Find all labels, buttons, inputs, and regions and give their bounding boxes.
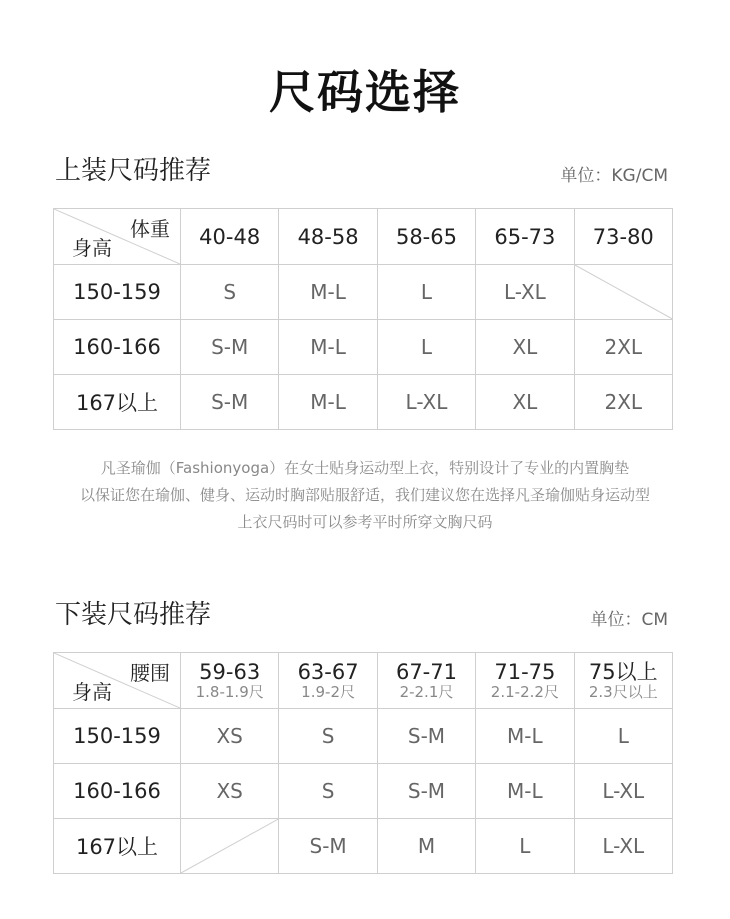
size-cell: L xyxy=(377,265,475,320)
top-col-header: 40-48 xyxy=(181,209,279,265)
diagonal-line xyxy=(575,265,672,319)
size-cell: L xyxy=(476,819,574,874)
top-corner-height: 身高 xyxy=(72,236,112,260)
size-cell: L xyxy=(574,709,672,764)
top-col-header: 58-65 xyxy=(377,209,475,265)
size-cell: M-L xyxy=(279,320,377,375)
size-cell: XS xyxy=(181,764,279,819)
table-row xyxy=(54,709,673,764)
size-cell: S xyxy=(279,764,377,819)
size-cell: L-XL xyxy=(574,764,672,819)
size-cell: L xyxy=(377,320,475,375)
top-size-table xyxy=(53,208,673,430)
size-cell: S xyxy=(279,709,377,764)
waist-chi: 1.9-2尺 xyxy=(301,683,355,701)
top-section-title: 上装尺码推荐 xyxy=(55,156,212,186)
top-header-row xyxy=(54,209,673,265)
size-cell: XL xyxy=(476,320,574,375)
empty-size-cell xyxy=(181,819,279,874)
size-cell: L-XL xyxy=(476,265,574,320)
bottom-col-header xyxy=(574,653,672,709)
size-cell: M xyxy=(377,819,475,874)
bottom-header-row xyxy=(54,653,673,709)
size-cell: S xyxy=(181,265,279,320)
size-cell: L-XL xyxy=(574,819,672,874)
sizing-note xyxy=(0,455,730,536)
size-cell: M-L xyxy=(279,265,377,320)
size-cell: M-L xyxy=(476,764,574,819)
bottom-unit-label: 单位：CM xyxy=(590,610,668,630)
size-cell: S-M xyxy=(181,320,279,375)
bottom-col-header xyxy=(279,653,377,709)
top-col-header: 48-58 xyxy=(279,209,377,265)
size-cell: M-L xyxy=(476,709,574,764)
row-label: 167以上 xyxy=(54,375,181,430)
note-line: 凡圣瑜伽（Fashionyoga）在女士贴身运动型上衣，特别设计了专业的内置胸垫 xyxy=(100,459,630,477)
waist-cm: 71-75 xyxy=(494,660,556,684)
bottom-corner-cell xyxy=(54,653,181,709)
row-label: 167以上 xyxy=(54,819,181,874)
waist-chi: 2.3尺以上 xyxy=(588,683,658,701)
size-cell: S-M xyxy=(181,375,279,430)
bottom-col-header xyxy=(181,653,279,709)
bottom-corner-waist: 腰围 xyxy=(130,661,170,685)
size-cell: S-M xyxy=(377,709,475,764)
top-corner-weight: 体重 xyxy=(130,217,170,241)
size-cell: S-M xyxy=(377,764,475,819)
table-row xyxy=(54,375,673,430)
waist-cm: 63-67 xyxy=(297,660,359,684)
top-unit-label: 单位：KG/CM xyxy=(560,166,668,186)
table-row xyxy=(54,764,673,819)
row-label: 160-166 xyxy=(54,320,181,375)
size-cell: 2XL xyxy=(574,375,672,430)
size-cell: S-M xyxy=(279,819,377,874)
table-row xyxy=(54,320,673,375)
table-row xyxy=(54,265,673,320)
size-cell: L-XL xyxy=(377,375,475,430)
bottom-size-table xyxy=(53,652,673,874)
bottom-col-header xyxy=(377,653,475,709)
waist-cm: 59-63 xyxy=(199,660,261,684)
size-cell: XS xyxy=(181,709,279,764)
top-col-header: 73-80 xyxy=(574,209,672,265)
top-corner-cell xyxy=(54,209,181,265)
page-title: 尺码选择 xyxy=(269,65,461,119)
bottom-corner-height: 身高 xyxy=(72,680,112,704)
waist-cm: 67-71 xyxy=(395,660,457,684)
row-label: 150-159 xyxy=(54,265,181,320)
note-line: 上衣尺码时可以参考平时所穿文胸尺码 xyxy=(237,513,493,531)
waist-cm: 75以上 xyxy=(588,660,658,684)
empty-size-cell xyxy=(574,265,672,320)
note-line: 以保证您在瑜伽、健身、运动时胸部贴服舒适，我们建议您在选择凡圣瑜伽贴身运动型 xyxy=(79,486,650,504)
top-col-header: 65-73 xyxy=(476,209,574,265)
size-cell: XL xyxy=(476,375,574,430)
table-row xyxy=(54,819,673,874)
bottom-section-title: 下装尺码推荐 xyxy=(55,600,212,630)
row-label: 160-166 xyxy=(54,764,181,819)
size-cell: M-L xyxy=(279,375,377,430)
waist-chi: 1.8-1.9尺 xyxy=(195,683,264,701)
diagonal-line xyxy=(181,819,278,873)
row-label: 150-159 xyxy=(54,709,181,764)
bottom-col-header xyxy=(476,653,574,709)
waist-chi: 2.1-2.2尺 xyxy=(490,683,559,701)
waist-chi: 2-2.1尺 xyxy=(399,683,454,701)
size-cell: 2XL xyxy=(574,320,672,375)
